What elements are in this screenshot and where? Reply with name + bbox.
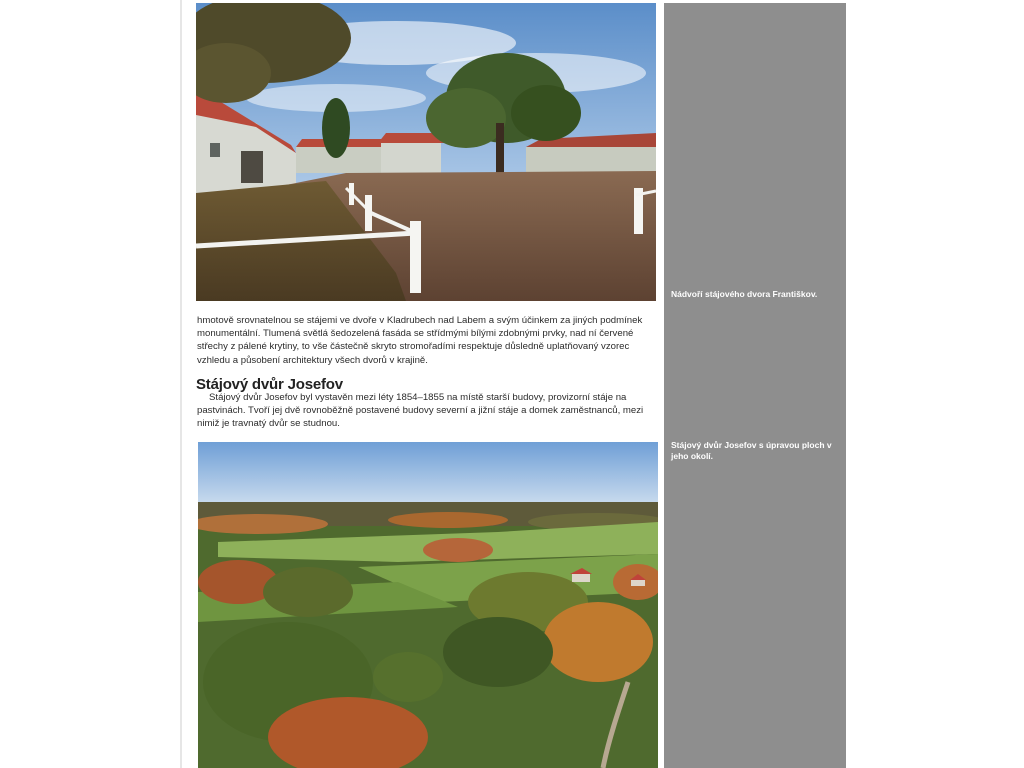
section-heading: Stájový dvůr Josefov [196, 376, 343, 393]
caption-courtyard: Nádvoří stájového dvora Františkov. [671, 289, 818, 299]
caption-column [664, 3, 846, 768]
page-edge [180, 0, 182, 768]
courtyard-photo [196, 3, 656, 301]
paragraph-continued: hmotově srovnatelnou se stájemi ve dvoře v Kladrubech nad Labem a svým účinkem za jiných podmínek monumentální. Tlumená světlá šedozelená fasáda se střídmými bílými zdobnými prvky, nad ní červené střechy z pálené krytiny, to vše částečně skryto stromořadími respektuje důsledně uplatňovaný vzorec vzhledu a působení architektury všech dvorů v krajině. [197, 315, 643, 366]
paragraph-josefov: Stájový dvůr Josefov byl vystavěn mezi léty 1854–1855 na místě starší budovy, provizorní stáje na pastvinách. Tvoří jej dvě rovnoběžně postavené budovy severní a jižní stáje a domek zaměstnanců, mezi nimiž je travnatý dvůr se studnou. [197, 392, 644, 430]
aerial-landscape-photo [198, 442, 658, 768]
caption-josefov: Stájový dvůr Josefov s úpravou ploch v jeho okolí. [671, 440, 832, 461]
